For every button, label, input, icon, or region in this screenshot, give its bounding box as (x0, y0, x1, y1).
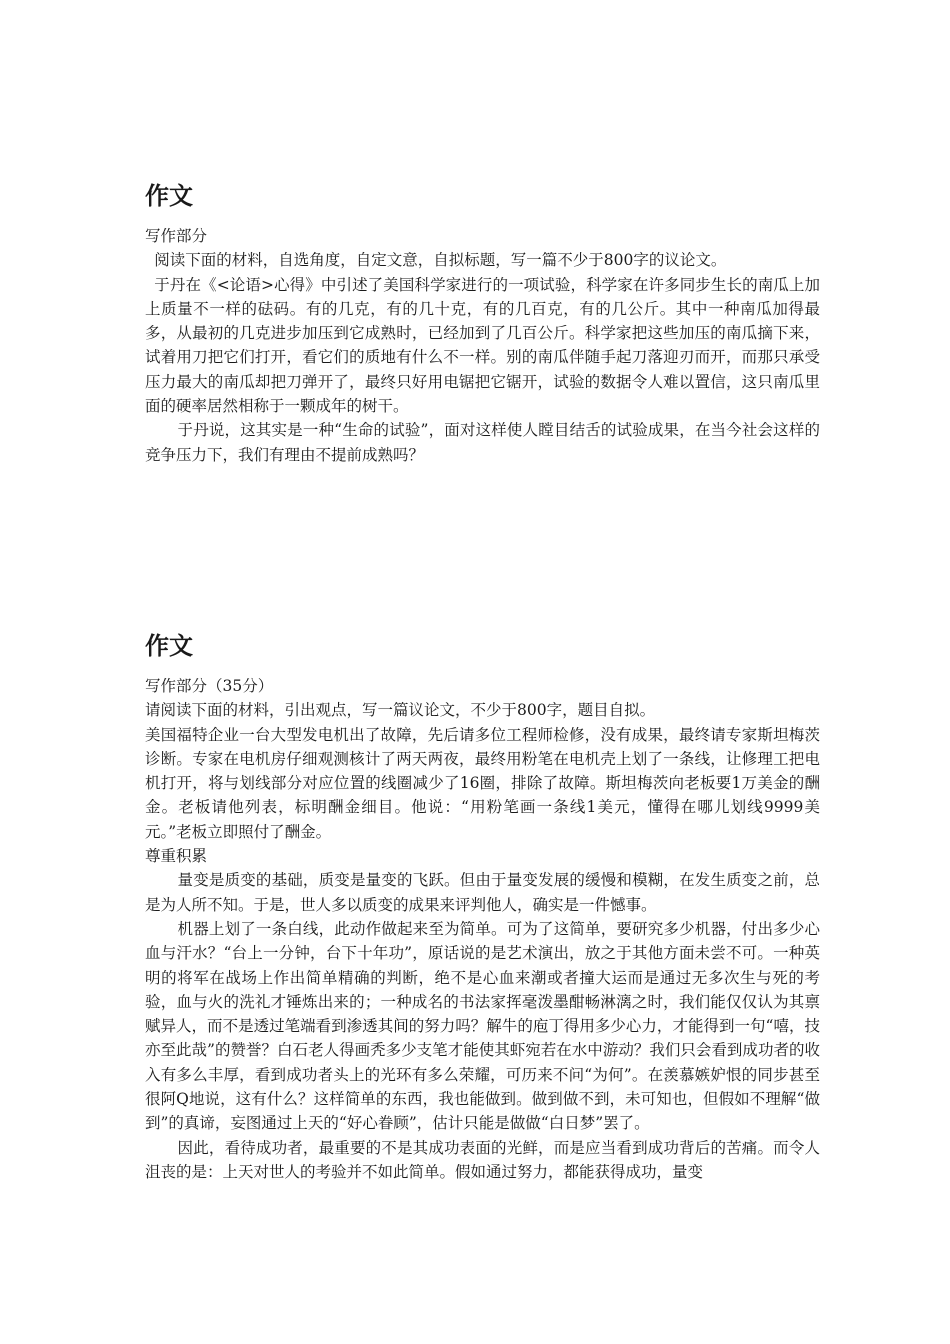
section-label: 写作部分 (145, 227, 208, 245)
writing-prompt: 请阅读下面的材料，引出观点，写一篇议论文，不少于800字，题目自拟。 (145, 701, 656, 720)
essay-title: 尊重积累 (145, 847, 208, 866)
essay-section-1 (145, 178, 820, 467)
writing-prompt: 阅读下面的材料，自选角度，自定文意，自拟标题，写一篇不少于800字的议论文。 (154, 251, 727, 270)
body-paragraph: 因此，看待成功者，最重要的不是其成功表面的光鲜，而是应当看到成功背后的苦痛。而令人沮丧的是：上天对世人的考验并不如此简单。假如通过努力，都能获得成功，量变 (145, 1138, 820, 1181)
body-paragraph: 机器上划了一条白线，此动作做起来至为简单。可为了这简单，要研究多少机器，付出多少心血与汗水？“台上一分钟，台下十年功”，原话说的是艺术演出，放之于其他方面未尝不可。一种英明的将军在战场上作出简单精确的判断，绝不是心血来潮或者撞大运而是通过无多次生与死的考验，血与火的洗礼才锤炼出来的；一种成名的书法家挥毫泼墨酣畅淋漓之时，我们能仅仅认为其禀赋异人，而不是透过笔端看到渗透其间的努力吗？解牛的庖丁得用多少心力，才能得到一句“嘻，技亦至此哉”的赞誉？白石老人得画秃多少支笔才能使其虾宛若在水中游动？我们只会看到成功者的收入有多么丰厚，看到成功者头上的光环有多么荣耀，可历来不问“为何”。在羡慕嫉妒恨的同步甚至很阿Q地说，这有什么？这样简单的东西，我也能做到。做到做不到，未可知也，但假如不理解“做到”的真谛，妄图通过上天的“好心眷顾”，估计只能是做做“白日梦”罢了。 (145, 919, 820, 1133)
body-paragraph: 量变是质变的基础，质变是量变的飞跃。但由于量变发展的缓慢和模糊，在发生质变之前，总是为人所不知。于是，世人多以质变的成果来评判他人，确实是一件憾事。 (145, 871, 820, 914)
section-label: 写作部分（35分） (145, 677, 274, 695)
material-paragraph: 于丹在《<论语>心得》中引述了美国科学家进行的一项试验，科学家在许多同步生长的南瓜上加上质量不一样的砝码。有的几克，有的几十克，有的几百克，有的几公斤。其中一种南瓜加得最多，从最初的几克进步加压到它成熟时，已经加到了几百公斤。科学家把这些加压的南瓜摘下来，试着用刀把它们打开，看它们的质地有什么不一样。别的南瓜伴随手起刀落迎刃而开，而那只承受压力最大的南瓜却把刀弹开了，最终只好用电锯把它锯开，试验的数据令人难以置信，这只南瓜里面的硬率居然相称于一颗成年的树干。 (145, 275, 820, 416)
essay-heading: 作文 (145, 182, 193, 210)
essay-heading: 作文 (145, 632, 193, 660)
essay-section-2 (145, 628, 820, 1184)
material-paragraph: 于丹说，这其实是一种“生命的试验”，面对这样使人瞠目结舌的试验成果，在当今社会这样的竞争压力下，我们有理由不提前成熟吗？ (145, 421, 820, 464)
material-paragraph: 美国福特企业一台大型发电机出了故障，先后请多位工程师检修，没有成果，最终请专家斯坦梅茨诊断。专家在电机房仔细观测核计了两天两夜，最终用粉笔在电机壳上划了一条线，让修理工把电机打开，将与划线部分对应位置的线圈减少了16圈，排除了故障。斯坦梅茨向老板要1万美金的酬金。老板请他列表，标明酬金细目。他说：“用粉笔画一条线1美元，懂得在哪儿划线9999美元。”老板立即照付了酬金。 (145, 725, 820, 841)
